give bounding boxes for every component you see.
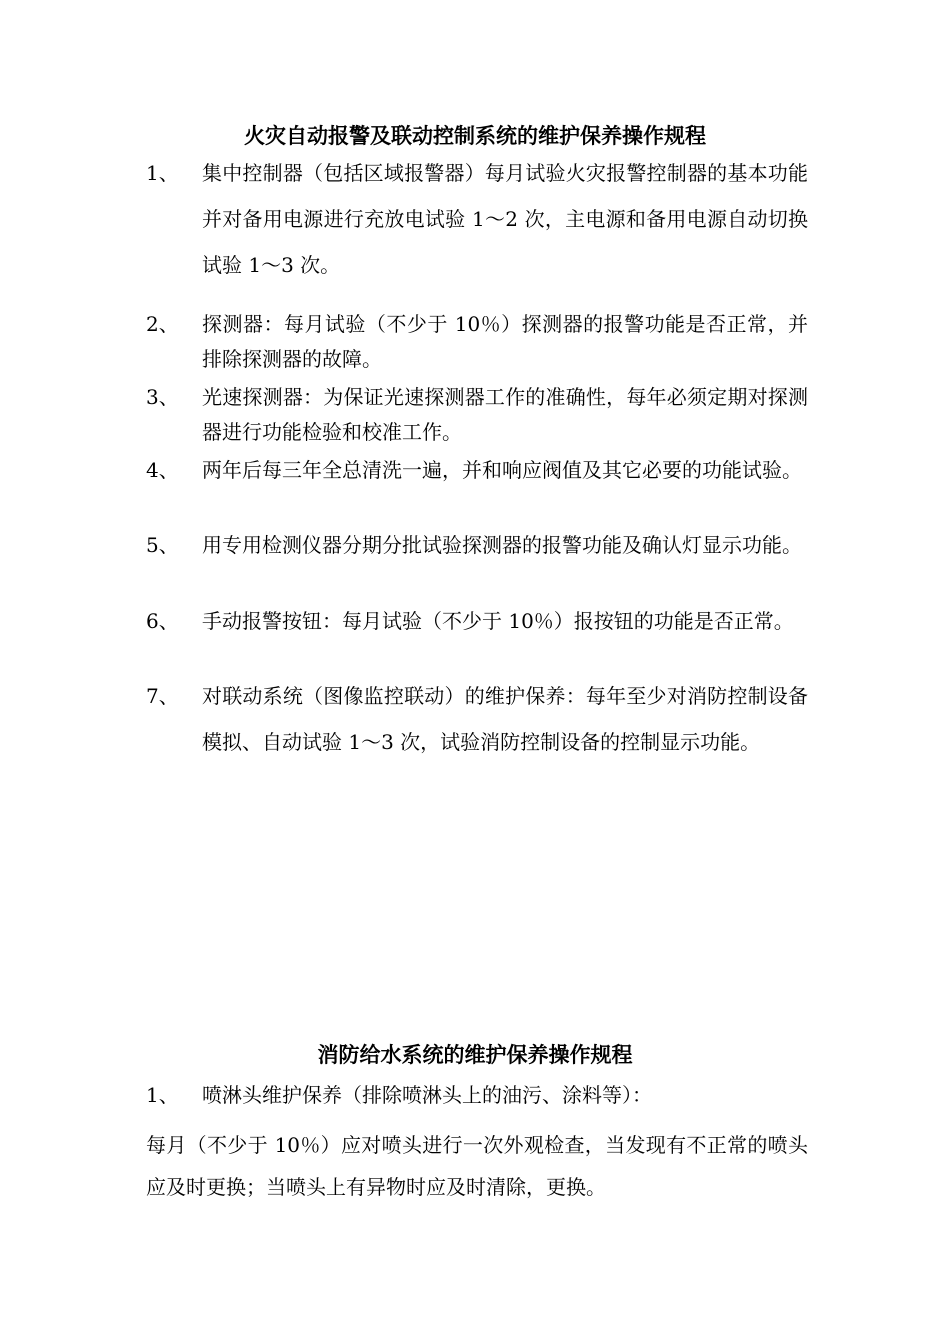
list-item-text: 喷淋头维护保养（排除喷淋头上的油污、涂料等）： — [202, 1083, 652, 1107]
list-item-text: 光速探测器：为保证光速探测器工作的准确性，每年必须定期对探测器进行功能检验和校准工作。 — [202, 385, 808, 444]
list-item-number: 7、 — [146, 684, 179, 708]
list-item-text: 两年后每三年全总清洗一遍，并和响应阀值及其它必要的功能试验。 — [202, 458, 802, 482]
list-item-number: 5、 — [146, 533, 179, 557]
list-item-number: 6、 — [146, 609, 179, 633]
list-item-number: 3、 — [146, 385, 179, 409]
list-item-number: 4、 — [146, 458, 179, 482]
list-item-text: 手动报警按钮：每月试验（不少于 10％）报按钮的功能是否正常。 — [202, 609, 794, 633]
list-item-number: 1、 — [146, 161, 179, 185]
list-item-number: 2、 — [146, 312, 179, 336]
body-paragraph: 每月（不少于 10％）应对喷头进行一次外观检查，当发现有不正常的喷头应及时更换；当喷头上有异物时应及时清除，更换。 — [146, 1133, 808, 1199]
section2-title: 消防给水系统的维护保养操作规程 — [317, 1042, 633, 1067]
list-item-text: 集中控制器（包括区域报警器）每月试验火灾报警控制器的基本功能并对备用电源进行充放电试验 1～2 次，主电源和备用电源自动切换试验 1～3 次。 — [202, 161, 808, 277]
list-item-text: 探测器：每月试验（不少于 10％）探测器的报警功能是否正常，并排除探测器的故障。 — [202, 312, 808, 371]
section1-title: 火灾自动报警及联动控制系统的维护保养操作规程 — [244, 123, 706, 148]
list-item-text: 用专用检测仪器分期分批试验探测器的报警功能及确认灯显示功能。 — [202, 533, 802, 557]
list-item-number: 1、 — [146, 1083, 179, 1107]
list-item-text: 对联动系统（图像监控联动）的维护保养：每年至少对消防控制设备模拟、自动试验 1～3 次，试验消防控制设备的控制显示功能。 — [202, 684, 808, 754]
